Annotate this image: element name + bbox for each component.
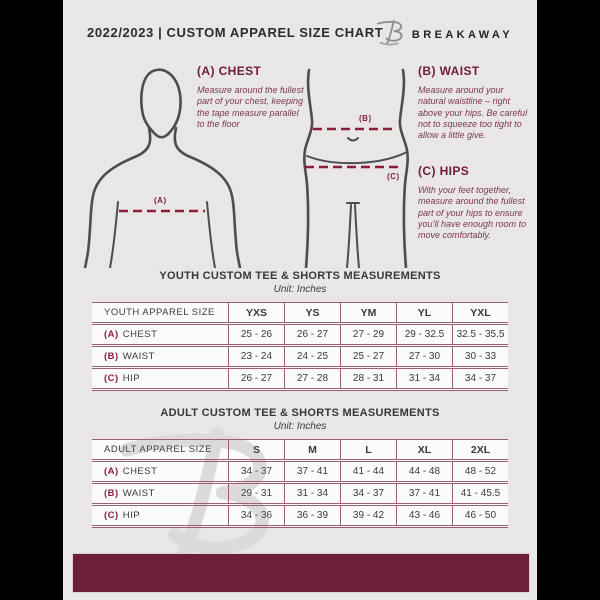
youth-size-header: YOUTH APPAREL SIZE: [104, 307, 215, 318]
adult-table-title: ADULT CUSTOM TEE & SHORTS MEASUREMENTS: [160, 407, 440, 419]
table-cell: 25 - 27: [340, 347, 396, 366]
table-cell: 48 - 52: [452, 462, 508, 481]
column-header: XL: [396, 440, 452, 459]
table-cell: 30 - 33: [452, 347, 508, 366]
waist-instructions: [418, 64, 530, 141]
adult-chest-row: [92, 462, 508, 484]
adult-unit-label: Unit: Inches: [273, 421, 327, 432]
column-header: 2XL: [452, 440, 508, 459]
waist-body: Measure around your natural waistline – right above your hips. Be careful not to squeeze too tight to allow a little give.: [418, 85, 528, 140]
chest-heading: (A) CHEST: [197, 64, 262, 78]
table-cell: 41 - 45.5: [452, 484, 508, 503]
youth-unit-label: Unit: Inches: [273, 284, 327, 295]
lower-body-figure: [304, 70, 407, 268]
youth-waist-row: [92, 347, 508, 369]
page-title: 2022/2023 | CUSTOM APPAREL SIZE CHART: [87, 25, 384, 40]
column-header: S: [228, 440, 284, 459]
row-label: (B) WAIST: [104, 488, 155, 499]
row-label: (A) CHEST: [104, 466, 158, 477]
adult-size-header: ADULT APPAREL SIZE: [104, 444, 212, 455]
table-cell: 27 - 28: [284, 369, 340, 388]
column-header: YXS: [228, 303, 284, 322]
youth-table-section: [92, 270, 508, 391]
marker-b: (B): [359, 114, 372, 123]
table-cell: 43 - 46: [396, 506, 452, 525]
measurement-diagram: [63, 52, 537, 268]
adult-size-table: [92, 439, 508, 528]
row-label: (A) CHEST: [104, 329, 158, 340]
hips-heading: (C) HIPS: [418, 164, 470, 178]
column-header: YM: [340, 303, 396, 322]
hips-body: With your feet together, measure around the fullest part of your hips to ensure you’ll have enough room to move comfortably.: [418, 185, 527, 240]
table-cell: 29 - 32.5: [396, 325, 452, 344]
table-cell: 37 - 41: [396, 484, 452, 503]
table-cell: 39 - 42: [340, 506, 396, 525]
table-cell: 32.5 - 35.5: [452, 325, 508, 344]
marker-a: (A): [154, 196, 167, 205]
size-chart-document: [63, 0, 537, 600]
chest-body: Measure around the fullest part of your chest, keeping the tape measure parallel to the floor: [197, 85, 304, 129]
youth-chest-row: [92, 325, 508, 347]
table-cell: 27 - 30: [396, 347, 452, 366]
marker-c: (C): [387, 172, 400, 181]
table-cell: 34 - 37: [340, 484, 396, 503]
table-cell: 28 - 31: [340, 369, 396, 388]
table-cell: 31 - 34: [284, 484, 340, 503]
chest-instructions: [197, 64, 305, 130]
table-cell: 26 - 27: [228, 369, 284, 388]
table-cell: 26 - 27: [284, 325, 340, 344]
column-header: L: [340, 440, 396, 459]
brand-lockup: [375, 18, 513, 51]
youth-table-title: YOUTH CUSTOM TEE & SHORTS MEASUREMENTS: [159, 270, 441, 282]
column-header: M: [284, 440, 340, 459]
table-cell: 46 - 50: [452, 506, 508, 525]
table-cell: 24 - 25: [284, 347, 340, 366]
row-label: (C) HIP: [104, 373, 141, 384]
waist-heading: (B) WAIST: [418, 64, 480, 78]
adult-header-row: [92, 440, 508, 462]
table-cell: 41 - 44: [340, 462, 396, 481]
column-header: YXL: [452, 303, 508, 322]
table-cell: 37 - 41: [284, 462, 340, 481]
table-cell: 25 - 26: [228, 325, 284, 344]
adult-waist-row: [92, 484, 508, 506]
column-header: YL: [396, 303, 452, 322]
table-cell: 34 - 37: [228, 462, 284, 481]
table-cell: 44 - 48: [396, 462, 452, 481]
table-cell: 27 - 29: [340, 325, 396, 344]
table-cell: 31 - 34: [396, 369, 452, 388]
youth-hip-row: [92, 369, 508, 391]
table-cell: 36 - 39: [284, 506, 340, 525]
row-label: (B) WAIST: [104, 351, 155, 362]
hips-instructions: [418, 164, 530, 241]
youth-size-table: [92, 302, 508, 391]
brand-name: BREAKAWAY: [411, 28, 513, 41]
youth-header-row: [92, 303, 508, 325]
table-cell: 29 - 31: [228, 484, 284, 503]
footer-accent-bar: [72, 553, 530, 593]
adult-hip-row: [92, 506, 508, 528]
column-header: YS: [284, 303, 340, 322]
table-cell: 34 - 37: [452, 369, 508, 388]
breakaway-b-logo-icon: [375, 18, 405, 51]
table-cell: 34 - 36: [228, 506, 284, 525]
adult-table-section: [92, 407, 508, 528]
page-header: [63, 16, 537, 50]
row-label: (C) HIP: [104, 510, 141, 521]
table-cell: 23 - 24: [228, 347, 284, 366]
